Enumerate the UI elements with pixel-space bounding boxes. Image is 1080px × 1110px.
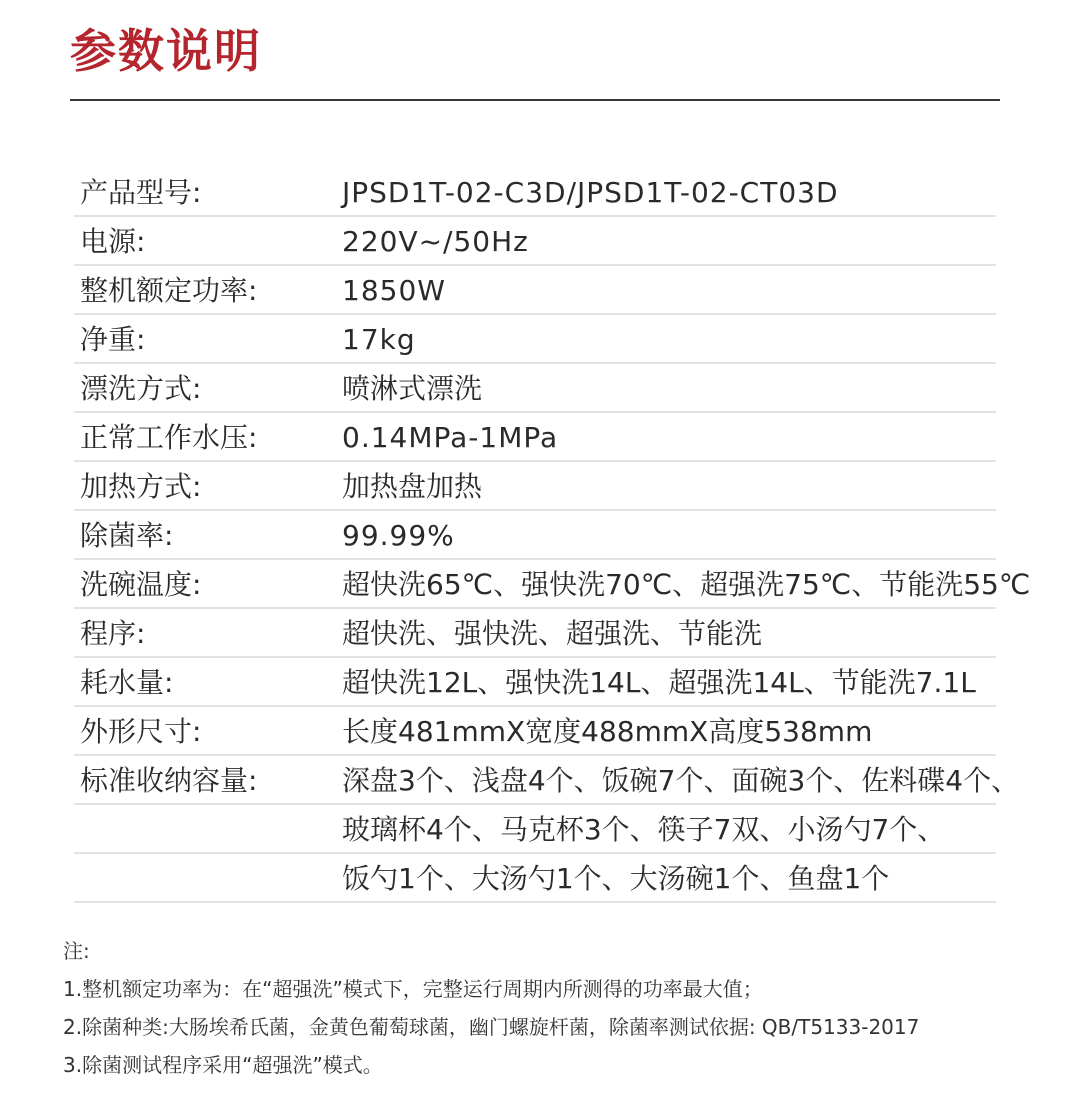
spec-row-water-pressure (74, 413, 996, 462)
spec-label: 正常工作水压: (80, 421, 258, 454)
spec-row-sterilization-rate (74, 511, 996, 560)
note-item: 2.除菌种类:大肠埃希氏菌，金黄色葡萄球菌，幽门螺旋杆菌，除菌率测试依据: QB/T5133-2017 (63, 1015, 920, 1039)
title-divider (70, 99, 1000, 101)
spec-label: 洗碗温度: (80, 568, 202, 601)
spec-value: 99.99% (342, 519, 455, 552)
spec-value: 220V~/50Hz (342, 225, 529, 258)
spec-value: 超快洗12L、强快洗14L、超强洗14L、节能洗7.1L (342, 666, 976, 699)
page-title: 参数说明 (70, 24, 262, 78)
spec-label: 产品型号: (80, 176, 202, 209)
spec-table (74, 168, 1031, 903)
spec-value: 长度481mmX宽度488mmX高度538mm (342, 715, 873, 748)
spec-label: 加热方式: (80, 470, 202, 503)
spec-row-heating-method (74, 462, 996, 511)
note-item: 1.整机额定功率为：在“超强洗”模式下，完整运行周期内所测得的功率最大值； (63, 977, 763, 1001)
spec-value: 玻璃杯4个、马克杯3个、筷子7双、小汤勺7个、 (342, 813, 946, 846)
spec-row-net-weight (74, 315, 996, 364)
spec-row-capacity-cont (74, 805, 996, 854)
spec-label: 程序: (80, 617, 146, 650)
note-item: 3.除菌测试程序采用“超强洗”模式。 (63, 1053, 383, 1077)
spec-value: JPSD1T-02-C3D/JPSD1T-02-CT03D (342, 176, 839, 209)
spec-label: 除菌率: (80, 519, 174, 552)
spec-label: 标准收纳容量: (80, 764, 258, 797)
spec-label: 净重: (80, 323, 146, 356)
spec-label: 漂洗方式: (80, 372, 202, 405)
spec-value: 17kg (342, 323, 416, 356)
spec-label: 电源: (80, 225, 146, 258)
spec-row-wash-temperature (74, 560, 1031, 609)
spec-value: 加热盘加热 (342, 470, 483, 503)
spec-row-dimensions (74, 707, 996, 756)
spec-value: 超快洗65℃、强快洗70℃、超强洗75℃、节能洗55℃ (342, 568, 1031, 601)
notes-heading: 注: (63, 939, 90, 963)
spec-value: 0.14MPa-1MPa (342, 421, 559, 454)
spec-row-programs (74, 609, 996, 658)
spec-value: 饭勺1个、大汤勺1个、大汤碗1个、鱼盘1个 (342, 862, 890, 895)
spec-value: 喷淋式漂洗 (342, 372, 483, 405)
spec-value: 深盘3个、浅盘4个、饭碗7个、面碗3个、佐料碟4个、 (342, 764, 1020, 797)
spec-row-capacity (74, 756, 1020, 805)
spec-label: 外形尺寸: (80, 715, 202, 748)
spec-label: 整机额定功率: (80, 274, 258, 307)
spec-row-rinse-method (74, 364, 996, 413)
spec-value: 超快洗、强快洗、超强洗、节能洗 (342, 617, 763, 650)
spec-value: 1850W (342, 274, 446, 307)
spec-row-power-supply (74, 217, 996, 266)
spec-label: 耗水量: (80, 666, 174, 699)
notes-section (63, 932, 919, 1084)
spec-row-water-consumption (74, 658, 996, 707)
spec-row-capacity-cont (74, 854, 996, 903)
spec-row-rated-power (74, 266, 996, 315)
spec-row-model (74, 168, 996, 217)
